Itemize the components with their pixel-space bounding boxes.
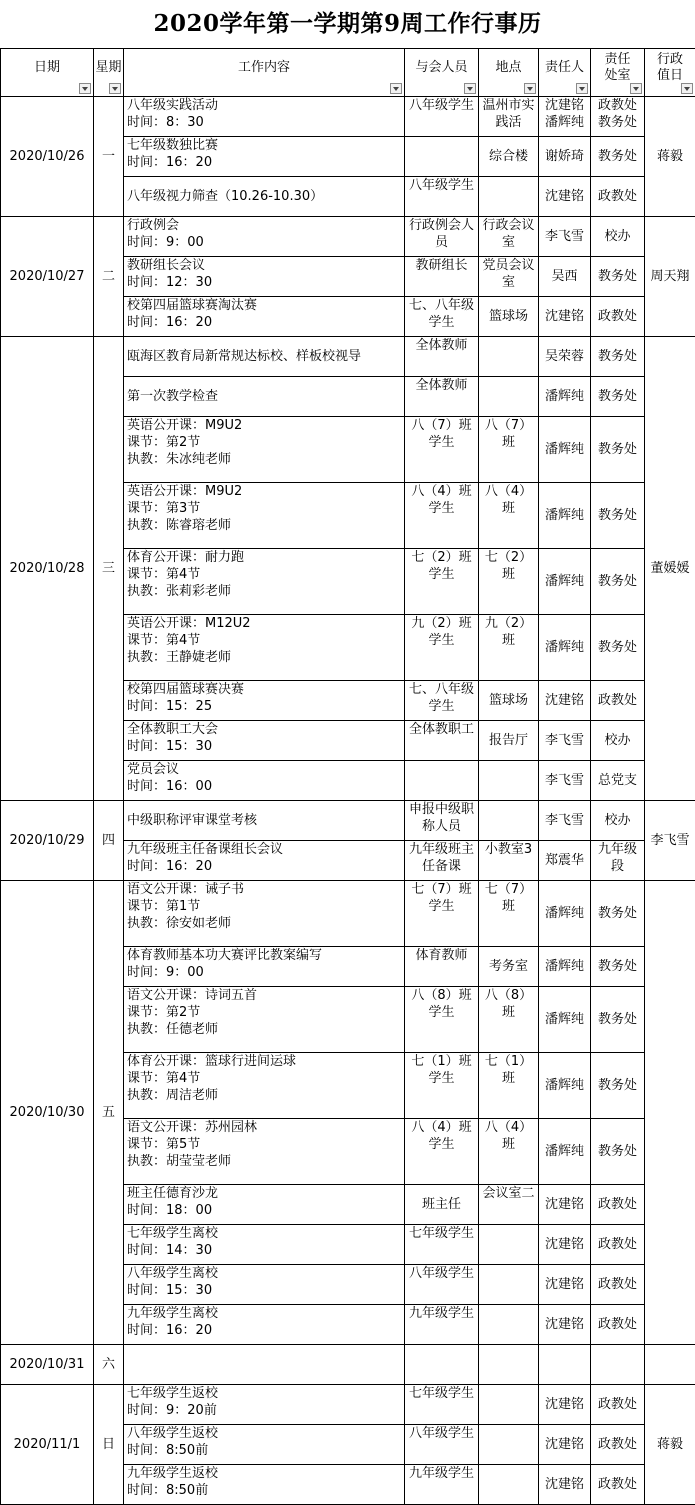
content-line: 七年级学生离校: [127, 1226, 219, 1241]
content-line: 时间：15：30: [127, 1283, 213, 1298]
dept-cell[interactable]: 校办: [591, 217, 645, 257]
content-line: 时间：9：00: [127, 965, 204, 980]
table-row: [1, 97, 695, 137]
content-cell[interactable]: [124, 947, 405, 987]
location-cell[interactable]: 篮球场: [479, 681, 539, 721]
dept-cell[interactable]: 教务处: [591, 1053, 645, 1119]
content-line: 时间：8:50前: [127, 1483, 209, 1498]
dept-cell[interactable]: 政教处: [591, 681, 645, 721]
duty-cell[interactable]: 蒋毅: [645, 97, 695, 217]
attendees-cell[interactable]: 七（7）班学生: [405, 881, 479, 947]
location-cell[interactable]: 八（8）班: [479, 987, 539, 1053]
content-cell[interactable]: [124, 841, 405, 881]
content-line: 课节：第2节: [127, 1005, 201, 1020]
owner-cell[interactable]: 沈建铭: [539, 1265, 591, 1305]
content-line: 课节：第5节: [127, 1137, 201, 1152]
filter-dropdown-date[interactable]: [79, 83, 91, 94]
owner-cell[interactable]: 沈建铭潘辉纯: [539, 97, 591, 137]
attendees-cell[interactable]: 七、八年级学生: [405, 297, 479, 337]
header-duty: 行政 值日: [645, 49, 695, 97]
content-line: 班主任德育沙龙: [127, 1186, 219, 1201]
owner-cell[interactable]: 潘辉纯: [539, 1119, 591, 1185]
content-cell[interactable]: [124, 721, 405, 761]
content-line: 校第四届篮球赛决赛: [127, 682, 245, 697]
filter-dropdown-attendees[interactable]: [464, 83, 476, 94]
weekday-cell[interactable]: 日: [94, 1385, 124, 1505]
content-line: 九年级学生离校: [127, 1306, 219, 1321]
content-line: 英语公开课：M9U2: [127, 484, 243, 499]
attendees-cell[interactable]: 八年级学生: [405, 177, 479, 217]
table-row: [1, 1385, 695, 1425]
location-cell[interactable]: [479, 1385, 539, 1425]
content-cell[interactable]: [124, 137, 405, 177]
content-cell[interactable]: [124, 881, 405, 947]
date-cell[interactable]: 2020/10/28: [1, 337, 94, 801]
content-line: 七年级学生返校: [127, 1386, 219, 1401]
date-cell[interactable]: 2020/11/1: [1, 1385, 94, 1505]
filter-dropdown-content[interactable]: [390, 83, 402, 94]
content-line: 时间：18：00: [127, 1203, 213, 1218]
location-cell[interactable]: 温州市实践活: [479, 97, 539, 137]
header-dept: 责任 处室: [591, 49, 645, 97]
owner-cell[interactable]: 沈建铭: [539, 177, 591, 217]
schedule-table: [0, 48, 695, 1505]
dept-cell[interactable]: 政教处: [591, 1385, 645, 1425]
owner-cell[interactable]: 沈建铭: [539, 1385, 591, 1425]
content-line: 九年级班主任备课组长会议: [127, 842, 284, 857]
dept-cell[interactable]: 教务处: [591, 549, 645, 615]
content-line: 语文公开课：诫子书: [127, 882, 245, 897]
date-cell[interactable]: 2020/10/29: [1, 801, 94, 881]
owner-cell[interactable]: 吴荣蓉: [539, 337, 591, 377]
content-cell[interactable]: [124, 417, 405, 483]
owner-cell[interactable]: 沈建铭: [539, 681, 591, 721]
attendees-cell[interactable]: 九年级学生: [405, 1305, 479, 1345]
owner-cell[interactable]: 沈建铭: [539, 1465, 591, 1505]
owner-cell[interactable]: 潘辉纯: [539, 987, 591, 1053]
content-line: 全体教职工大会: [127, 722, 219, 737]
attendees-cell[interactable]: 九年级学生: [405, 1465, 479, 1505]
owner-cell[interactable]: 潘辉纯: [539, 881, 591, 947]
owner-cell[interactable]: 吴西: [539, 257, 591, 297]
dept-cell[interactable]: 政教处: [591, 297, 645, 337]
owner-cell[interactable]: 沈建铭: [539, 297, 591, 337]
weekday-cell[interactable]: 三: [94, 337, 124, 801]
attendees-cell[interactable]: 七（2）班学生: [405, 549, 479, 615]
content-line: 教研组长会议: [127, 258, 206, 273]
owner-cell[interactable]: 潘辉纯: [539, 483, 591, 549]
dept-cell[interactable]: 教务处: [591, 257, 645, 297]
content-cell[interactable]: [124, 177, 405, 217]
content-line: 时间：16：20: [127, 859, 213, 874]
content-line: 八年级学生离校: [127, 1266, 219, 1281]
table-row: [1, 1345, 695, 1385]
dept-cell[interactable]: 九年级段: [591, 841, 645, 881]
location-cell[interactable]: [479, 761, 539, 801]
header-content: 工作内容: [124, 49, 405, 97]
content-cell[interactable]: [124, 483, 405, 549]
dept-cell[interactable]: 政教处: [591, 1465, 645, 1505]
location-cell[interactable]: [479, 177, 539, 217]
location-cell[interactable]: 小教室3: [479, 841, 539, 881]
attendees-cell[interactable]: 八（7）班学生: [405, 417, 479, 483]
location-cell[interactable]: 篮球场: [479, 297, 539, 337]
dept-cell[interactable]: 教务处: [591, 881, 645, 947]
location-cell[interactable]: 七（1）班: [479, 1053, 539, 1119]
location-cell[interactable]: [479, 1265, 539, 1305]
weekday-cell[interactable]: 二: [94, 217, 124, 337]
content-line: 九年级学生返校: [127, 1466, 219, 1481]
attendees-cell[interactable]: 全体教职工: [405, 721, 479, 761]
header-row: [1, 49, 695, 97]
dept-cell[interactable]: 政教处: [591, 1185, 645, 1225]
filter-dropdown-weekday[interactable]: [109, 83, 121, 94]
owner-cell[interactable]: 李飞雪: [539, 801, 591, 841]
location-cell[interactable]: 八（4）班: [479, 483, 539, 549]
attendees-cell[interactable]: [405, 1345, 479, 1385]
owner-cell[interactable]: 李飞雪: [539, 761, 591, 801]
dept-cell[interactable]: 教务处: [591, 987, 645, 1053]
attendees-cell[interactable]: [405, 137, 479, 177]
content-cell[interactable]: [124, 297, 405, 337]
content-line: 语文公开课：苏州园林: [127, 1120, 258, 1135]
owner-cell[interactable]: 沈建铭: [539, 1305, 591, 1345]
location-cell[interactable]: 七（7）班: [479, 881, 539, 947]
owner-cell[interactable]: 郑震华: [539, 841, 591, 881]
content-line: 时间：16：20: [127, 1323, 213, 1338]
content-line: 时间：16：20: [127, 315, 213, 330]
location-cell[interactable]: [479, 1225, 539, 1265]
weekday-cell[interactable]: 六: [94, 1345, 124, 1385]
content-cell[interactable]: [124, 615, 405, 681]
owner-cell[interactable]: 沈建铭: [539, 1425, 591, 1465]
dept-cell[interactable]: 教务处: [591, 417, 645, 483]
duty-cell[interactable]: 周天翔: [645, 217, 695, 337]
dept-cell[interactable]: 校办: [591, 801, 645, 841]
dept-cell[interactable]: 政教处: [591, 177, 645, 217]
location-cell[interactable]: 党员会议室: [479, 257, 539, 297]
dept-cell[interactable]: [591, 1345, 645, 1385]
attendees-cell[interactable]: 全体教师: [405, 337, 479, 377]
content-line: 执教：王静婕老师: [127, 650, 232, 665]
location-cell[interactable]: 会议室二: [479, 1185, 539, 1225]
content-cell[interactable]: [124, 1425, 405, 1465]
content-line: 时间：15：25: [127, 699, 213, 714]
content-cell[interactable]: [124, 1185, 405, 1225]
dept-cell[interactable]: 政教处: [591, 1225, 645, 1265]
date-cell[interactable]: 2020/10/31: [1, 1345, 94, 1385]
content-cell[interactable]: [124, 987, 405, 1053]
content-line: 执教：任德老师: [127, 1022, 219, 1037]
content-cell[interactable]: [124, 1305, 405, 1345]
date-cell[interactable]: 2020/10/27: [1, 217, 94, 337]
owner-cell[interactable]: 李飞雪: [539, 721, 591, 761]
content-line: 执教：徐安如老师: [127, 916, 232, 931]
filter-dropdown-owner[interactable]: [576, 83, 588, 94]
location-cell[interactable]: [479, 1305, 539, 1345]
attendees-cell[interactable]: 七年级学生: [405, 1385, 479, 1425]
owner-cell[interactable]: [539, 1345, 591, 1385]
content-cell[interactable]: [124, 1053, 405, 1119]
attendees-cell[interactable]: 教研组长: [405, 257, 479, 297]
duty-cell[interactable]: 李飞雪: [645, 801, 695, 881]
location-cell[interactable]: 九（2）班: [479, 615, 539, 681]
content-line: 体育教师基本功大赛评比教案编写: [127, 948, 323, 963]
owner-cell[interactable]: 谢娇琦: [539, 137, 591, 177]
attendees-cell[interactable]: 八（4）班学生: [405, 1119, 479, 1185]
owner-cell[interactable]: 潘辉纯: [539, 615, 591, 681]
content-cell[interactable]: [124, 1225, 405, 1265]
duty-cell[interactable]: 蒋毅: [645, 1385, 695, 1505]
header-date: 日期: [1, 49, 94, 97]
table-row: [1, 801, 695, 841]
table-row: [1, 337, 695, 377]
content-line: 中级职称评审课堂考核: [127, 813, 258, 828]
content-cell[interactable]: [124, 257, 405, 297]
content-line: 党员会议: [127, 762, 180, 777]
attendees-cell[interactable]: 八年级学生: [405, 1265, 479, 1305]
location-cell[interactable]: 行政会议室: [479, 217, 539, 257]
content-line: 体育公开课：篮球行进间运球: [127, 1054, 297, 1069]
owner-cell[interactable]: 沈建铭: [539, 1185, 591, 1225]
table-row: [1, 881, 695, 947]
location-cell[interactable]: 考务室: [479, 947, 539, 987]
content-cell[interactable]: [124, 761, 405, 801]
content-cell[interactable]: [124, 1385, 405, 1425]
owner-cell[interactable]: 潘辉纯: [539, 549, 591, 615]
content-line: 执教：朱冰纯老师: [127, 452, 232, 467]
location-cell[interactable]: [479, 1345, 539, 1385]
content-line: 课节：第4节: [127, 633, 201, 648]
content-cell[interactable]: [124, 97, 405, 137]
attendees-cell[interactable]: 九年级班主任备课: [405, 841, 479, 881]
content-line: 执教：张莉彩老师: [127, 584, 232, 599]
content-line: 时间：8:50前: [127, 1443, 209, 1458]
content-cell[interactable]: [124, 801, 405, 841]
header-attendees: 与会人员: [405, 49, 479, 97]
dept-cell[interactable]: 教务处: [591, 615, 645, 681]
owner-cell[interactable]: 李飞雪: [539, 217, 591, 257]
attendees-cell[interactable]: 七年级学生: [405, 1225, 479, 1265]
content-line: 时间：15：30: [127, 739, 213, 754]
content-line: 时间：9：20前: [127, 1403, 217, 1418]
content-cell[interactable]: [124, 1265, 405, 1305]
attendees-cell[interactable]: 行政例会人员: [405, 217, 479, 257]
location-cell[interactable]: [479, 1425, 539, 1465]
location-cell[interactable]: [479, 337, 539, 377]
content-cell[interactable]: [124, 1465, 405, 1505]
content-line: 课节：第2节: [127, 435, 201, 450]
dept-cell[interactable]: 政教处: [591, 1305, 645, 1345]
content-line: 行政例会: [127, 218, 180, 233]
content-line: 课节：第4节: [127, 1071, 201, 1086]
date-cell[interactable]: 2020/10/30: [1, 881, 94, 1345]
content-line: 体育公开课：耐力跑: [127, 550, 245, 565]
attendees-cell[interactable]: 八年级学生: [405, 1425, 479, 1465]
content-line: 时间：14：30: [127, 1243, 213, 1258]
location-cell[interactable]: 报告厅: [479, 721, 539, 761]
location-cell[interactable]: [479, 1465, 539, 1505]
content-line: 课节：第1节: [127, 899, 201, 914]
content-line: 七年级数独比赛: [127, 138, 219, 153]
attendees-cell[interactable]: 申报中级职称人员: [405, 801, 479, 841]
content-line: 执教：陈睿瑢老师: [127, 518, 232, 533]
content-cell[interactable]: [124, 217, 405, 257]
owner-cell[interactable]: 沈建铭: [539, 1225, 591, 1265]
attendees-cell[interactable]: 八年级学生: [405, 97, 479, 137]
duty-cell[interactable]: [645, 881, 695, 1345]
dept-cell[interactable]: 教务处: [591, 377, 645, 417]
attendees-cell[interactable]: 七、八年级学生: [405, 681, 479, 721]
content-line: 第一次教学检查: [127, 389, 219, 404]
duty-cell[interactable]: [645, 1345, 695, 1385]
owner-cell[interactable]: 潘辉纯: [539, 947, 591, 987]
header-location: 地点: [479, 49, 539, 97]
content-line: 英语公开课：M12U2: [127, 616, 251, 631]
header-owner: 责任人: [539, 49, 591, 97]
content-line: 时间：9：00: [127, 235, 204, 250]
content-line: 语文公开课：诗词五首: [127, 988, 258, 1003]
content-line: 校第四届篮球赛淘汰赛: [127, 298, 258, 313]
content-line: 课节：第3节: [127, 501, 201, 516]
dept-cell[interactable]: 政教处: [591, 1425, 645, 1465]
dept-cell[interactable]: 总党支: [591, 761, 645, 801]
content-line: 时间：16：20: [127, 155, 213, 170]
content-line: 八年级视力筛查（10.26-10.30）: [127, 189, 324, 204]
attendees-cell[interactable]: 七（1）班学生: [405, 1053, 479, 1119]
schedule-body: [1, 97, 695, 1505]
content-line: 时间：8：30: [127, 115, 204, 130]
weekday-cell[interactable]: 五: [94, 881, 124, 1345]
page-title: 2020学年第一学期第9周工作行事历: [153, 10, 542, 37]
location-cell[interactable]: [479, 377, 539, 417]
content-cell[interactable]: [124, 377, 405, 417]
content-cell[interactable]: [124, 1119, 405, 1185]
dept-cell[interactable]: 教务处: [591, 947, 645, 987]
dept-cell[interactable]: 教务处: [591, 483, 645, 549]
date-cell[interactable]: 2020/10/26: [1, 97, 94, 217]
content-cell[interactable]: [124, 337, 405, 377]
content-cell[interactable]: [124, 1345, 405, 1385]
content-line: 时间：12：30: [127, 275, 213, 290]
attendees-cell[interactable]: 九（2）班学生: [405, 615, 479, 681]
dept-cell[interactable]: 校办: [591, 721, 645, 761]
dept-cell[interactable]: 教务处: [591, 337, 645, 377]
dept-cell[interactable]: 政教处教务处: [591, 97, 645, 137]
header-weekday: 星期: [94, 49, 124, 97]
location-cell[interactable]: 八（7）班: [479, 417, 539, 483]
content-line: 执教：胡莹莹老师: [127, 1154, 232, 1169]
content-line: 执教：周洁老师: [127, 1088, 219, 1103]
location-cell[interactable]: [479, 801, 539, 841]
attendees-cell[interactable]: 全体教师: [405, 377, 479, 417]
filter-dropdown-dept[interactable]: [630, 83, 642, 94]
location-cell[interactable]: 综合楼: [479, 137, 539, 177]
content-line: 八年级学生返校: [127, 1426, 219, 1441]
owner-cell[interactable]: 潘辉纯: [539, 1053, 591, 1119]
owner-cell[interactable]: 潘辉纯: [539, 377, 591, 417]
content-line: 英语公开课：M9U2: [127, 418, 243, 433]
attendees-cell[interactable]: 体育教师: [405, 947, 479, 987]
attendees-cell[interactable]: 班主任: [405, 1185, 479, 1225]
content-line: 八年级实践活动: [127, 98, 219, 113]
content-line: 时间：16：00: [127, 779, 213, 794]
dept-cell[interactable]: 教务处: [591, 1119, 645, 1185]
content-cell[interactable]: [124, 681, 405, 721]
weekday-cell[interactable]: 四: [94, 801, 124, 881]
duty-cell[interactable]: 董媛媛: [645, 337, 695, 801]
content-cell[interactable]: [124, 549, 405, 615]
filter-dropdown-location[interactable]: [524, 83, 536, 94]
location-cell[interactable]: 八（4）班: [479, 1119, 539, 1185]
weekday-cell[interactable]: 一: [94, 97, 124, 217]
table-row: [1, 217, 695, 257]
dept-cell[interactable]: 教务处: [591, 137, 645, 177]
attendees-cell[interactable]: 八（4）班学生: [405, 483, 479, 549]
content-line: 瓯海区教育局新常规达标校、样板校视导: [127, 349, 362, 364]
attendees-cell[interactable]: [405, 761, 479, 801]
filter-dropdown-duty[interactable]: [681, 83, 693, 94]
owner-cell[interactable]: 潘辉纯: [539, 417, 591, 483]
content-line: 课节：第4节: [127, 567, 201, 582]
dept-cell[interactable]: 政教处: [591, 1265, 645, 1305]
location-cell[interactable]: 七（2）班: [479, 549, 539, 615]
attendees-cell[interactable]: 八（8）班学生: [405, 987, 479, 1053]
